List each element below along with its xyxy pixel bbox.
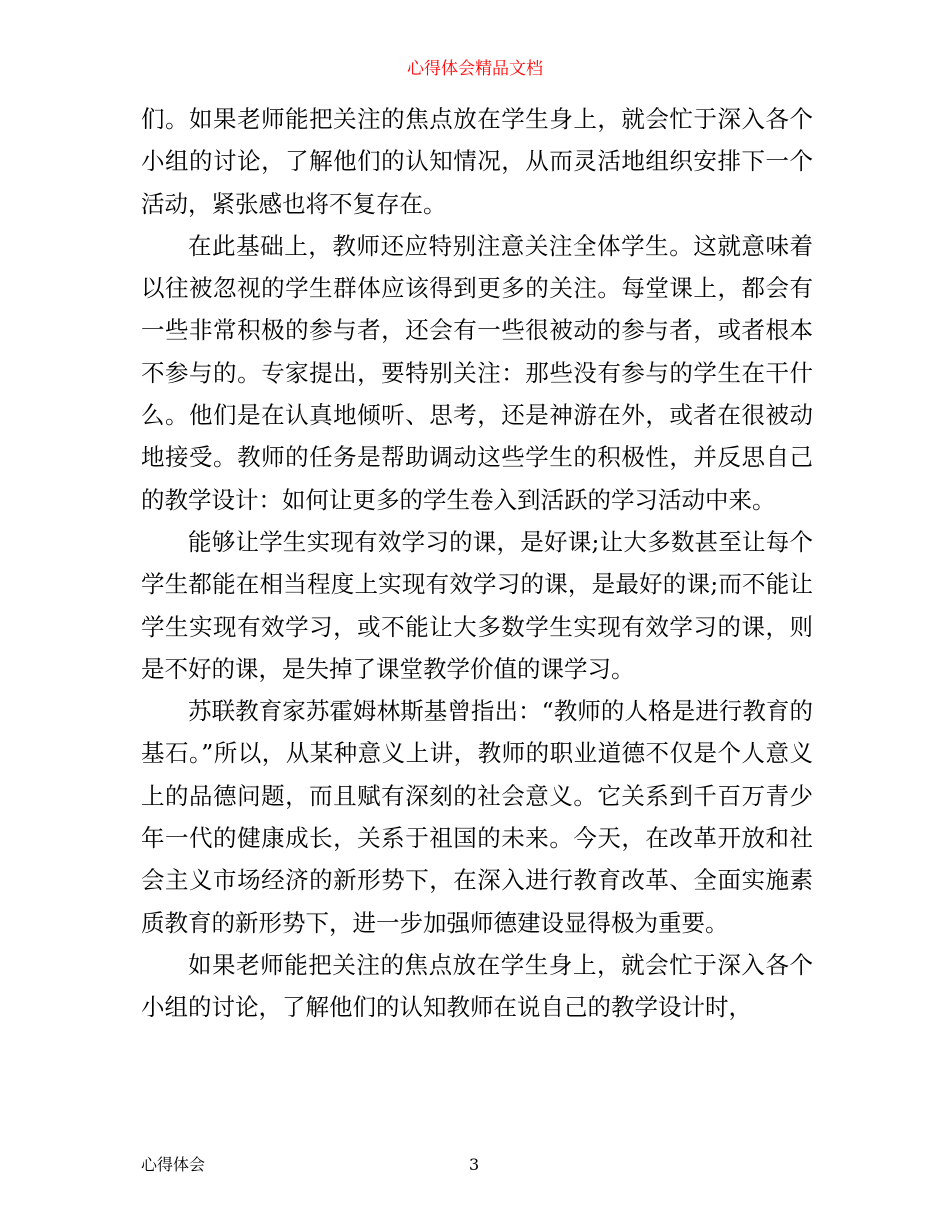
paragraph-3: 能够让学生实现有效学习的课，是好课;让大多数甚至让每个学生都能在相当程度上实现有效学习的课，是最好的课;而不能让学生实现有效学习，或不能让大多数学生实现有效学习的课，则是不好的课，是失掉了课堂教学价值的课学习。 [141, 527, 813, 683]
page-header-title: 心得体会精品文档 [407, 59, 543, 79]
document-body [141, 98, 813, 1029]
paragraph-2: 在此基础上，教师还应特别注意关注全体学生。这就意味着以往被忽视的学生群体应该得到更多的关注。每堂课上，都会有一些非常积极的参与者，还会有一些很被动的参与者，或者根本不参与的。专家提出，要特别关注：那些没有参与的学生在干什么。他们是在认真地倾听、思考，还是神游在外，或者在很被动地接受。教师的任务是帮助调动这些学生的积极性，并反思自己的教学设计：如何让更多的学生卷入到活跃的学习活动中来。 [141, 231, 813, 514]
paragraph-1: 们。如果老师能把关注的焦点放在学生身上，就会忙于深入各个小组的讨论，了解他们的认知情况，从而灵活地组织安排下一个活动，紧张感也将不复存在。 [141, 105, 813, 218]
paragraph-4: 苏联教育家苏霍姆林斯基曾指出：“教师的人格是进行教育的基石。”所以，从某种意义上讲，教师的职业道德不仅是个人意义上的品德问题，而且赋有深刻的社会意义。它关系到千百万青少年一代的健康成长，关系于祖国的未来。今天，在改革开放和社会主义市场经济的新形势下，在深入进行教育改革、全面实施素质教育的新形势下，进一步加强师德建设显得极为重要。 [141, 697, 813, 937]
footer-label: 心得体会 [141, 1155, 206, 1174]
paragraph-5: 如果老师能把关注的焦点放在学生身上，就会忙于深入各个小组的讨论，了解他们的认知教师在说自己的教学设计时， [141, 950, 813, 1022]
page-number: 3 [469, 1155, 480, 1174]
